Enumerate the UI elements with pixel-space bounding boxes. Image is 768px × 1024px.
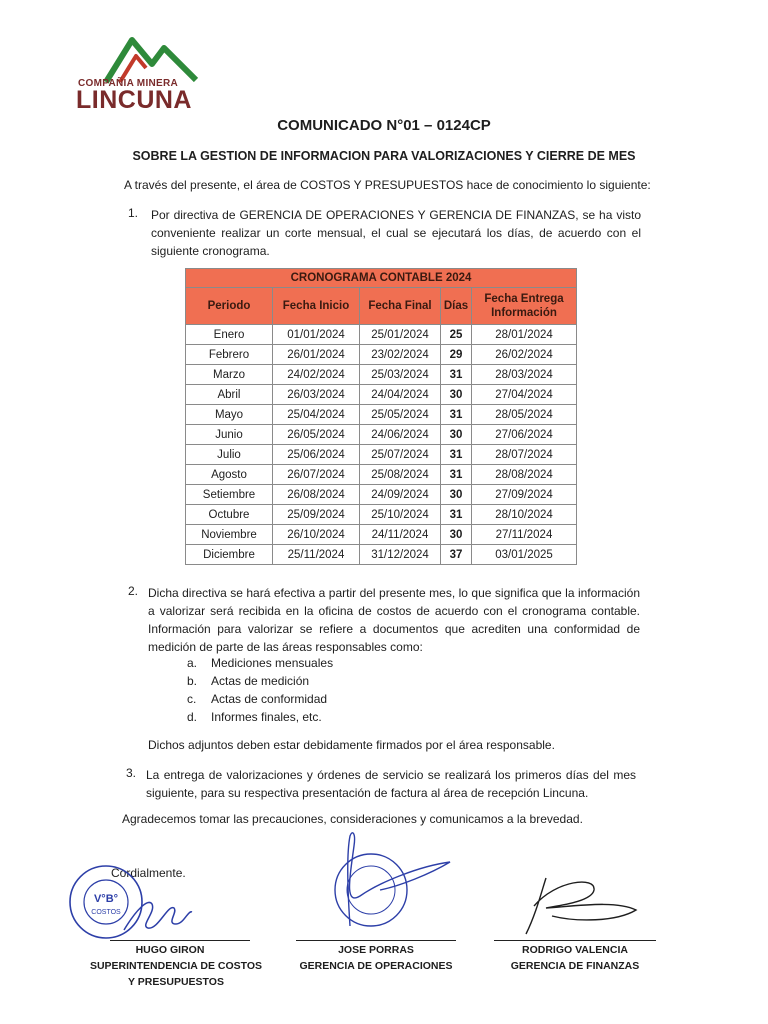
cell-fecha-final: 25/07/2024	[360, 445, 441, 465]
schedule-body	[186, 325, 577, 565]
cell-fecha-final: 24/11/2024	[360, 525, 441, 545]
header-dias: Días	[441, 288, 472, 325]
cell-fecha-final: 31/12/2024	[360, 545, 441, 565]
list-item-text: Informes finales, etc.	[211, 710, 322, 724]
cell-fecha-inicio: 24/02/2024	[273, 365, 360, 385]
table-row	[186, 485, 577, 505]
cell-fecha-inicio: 26/07/2024	[273, 465, 360, 485]
cell-dias: 31	[441, 405, 472, 425]
cell-fecha-final: 23/02/2024	[360, 345, 441, 365]
list-item-letter: a.	[187, 656, 198, 670]
table-row	[186, 385, 577, 405]
signature-line-1	[110, 940, 250, 941]
cell-dias: 37	[441, 545, 472, 565]
item-1-text: Por directiva de GERENCIA DE OPERACIONES Y GERENCIA DE FINANZAS, se ha visto conveniente realizar un corte mensual, el cual se ejecutará los días, de acuerdo con el siguiente cronograma.	[151, 208, 641, 258]
table-row	[186, 445, 577, 465]
list-item-letter: c.	[187, 692, 197, 706]
cell-fecha-final: 24/09/2024	[360, 485, 441, 505]
cell-fecha-entrega: 28/10/2024	[472, 505, 577, 525]
cell-periodo: Setiembre	[186, 485, 273, 505]
cell-periodo: Mayo	[186, 405, 273, 425]
signature-2-name: JOSE PORRAS	[338, 944, 414, 956]
cell-dias: 31	[441, 465, 472, 485]
signature-3-title: GERENCIA DE FINANZAS	[510, 960, 640, 972]
cell-fecha-entrega: 03/01/2025	[472, 545, 577, 565]
cell-fecha-entrega: 27/09/2024	[472, 485, 577, 505]
cell-dias: 31	[441, 365, 472, 385]
signature-1-title-2: Y PRESUPUESTOS	[128, 976, 224, 988]
signature-1-name: HUGO GIRON	[135, 944, 205, 956]
list-item-text: Mediciones mensuales	[211, 656, 334, 670]
cell-periodo: Octubre	[186, 505, 273, 525]
table-row	[186, 365, 577, 385]
thanks-text: Agradecemos tomar las precauciones, consideraciones y comunicamos a la brevedad.	[122, 812, 583, 826]
intro-text: A través del presente, el área de COSTOS Y PRESUPUESTOS hace de conocimiento lo siguiente:	[124, 178, 651, 192]
table-row	[186, 405, 577, 425]
cell-periodo: Noviembre	[186, 525, 273, 545]
table-row	[186, 505, 577, 525]
cell-periodo: Febrero	[186, 345, 273, 365]
cell-dias: 29	[441, 345, 472, 365]
table-row	[186, 465, 577, 485]
cell-dias: 31	[441, 445, 472, 465]
cell-periodo: Junio	[186, 425, 273, 445]
cell-dias: 31	[441, 505, 472, 525]
cell-fecha-entrega: 28/05/2024	[472, 405, 577, 425]
list-item-letter: d.	[187, 710, 198, 724]
cell-fecha-inicio: 25/06/2024	[273, 445, 360, 465]
cell-periodo: Enero	[186, 325, 273, 345]
cell-fecha-entrega: 28/03/2024	[472, 365, 577, 385]
cell-fecha-final: 24/06/2024	[360, 425, 441, 445]
cell-fecha-final: 25/03/2024	[360, 365, 441, 385]
signature-line-3	[494, 940, 656, 941]
cell-fecha-inicio: 25/04/2024	[273, 405, 360, 425]
cell-fecha-inicio: 26/05/2024	[273, 425, 360, 445]
header-periodo: Periodo	[186, 288, 273, 325]
stamp-vobo: V°B°	[93, 893, 119, 905]
cell-dias: 30	[441, 425, 472, 445]
signature-1-title: SUPERINTENDENCIA DE COSTOS	[89, 960, 263, 972]
signature-3-name: RODRIGO VALENCIA	[522, 944, 628, 956]
cell-fecha-entrega: 27/04/2024	[472, 385, 577, 405]
item-1-number: 1.	[128, 206, 139, 220]
cell-periodo: Marzo	[186, 365, 273, 385]
cell-periodo: Julio	[186, 445, 273, 465]
signature-1-scribble	[118, 890, 198, 940]
signature-2-scribble	[320, 826, 460, 936]
header-fecha-final: Fecha Final	[360, 288, 441, 325]
cell-periodo: Diciembre	[186, 545, 273, 565]
cell-periodo: Agosto	[186, 465, 273, 485]
cell-fecha-final: 25/01/2024	[360, 325, 441, 345]
cell-dias: 30	[441, 385, 472, 405]
cell-fecha-entrega: 26/02/2024	[472, 345, 577, 365]
schedule-title: CRONOGRAMA CONTABLE 2024	[186, 269, 577, 288]
document-subtitle: SOBRE LA GESTION DE INFORMACION PARA VALORIZACIONES Y CIERRE DE MES	[132, 149, 636, 163]
table-row	[186, 345, 577, 365]
item-3-number: 3.	[126, 766, 137, 780]
cell-fecha-entrega: 28/07/2024	[472, 445, 577, 465]
schedule-table	[185, 268, 577, 565]
signature-line-2	[296, 940, 456, 941]
logo-mountain-green	[106, 40, 196, 82]
attachments-note: Dichos adjuntos deben estar debidamente firmados por el área responsable.	[148, 738, 555, 752]
header-fecha-entrega: Fecha Entrega Información	[472, 288, 577, 325]
cell-fecha-entrega: 27/11/2024	[472, 525, 577, 545]
cell-dias: 25	[441, 325, 472, 345]
cell-fecha-inicio: 01/01/2024	[273, 325, 360, 345]
cell-fecha-inicio: 26/01/2024	[273, 345, 360, 365]
cell-fecha-inicio: 26/08/2024	[273, 485, 360, 505]
logo-company-name: LINCUNA	[76, 86, 192, 114]
document-title: COMUNICADO N°01 – 0124CP	[277, 117, 491, 134]
cell-fecha-final: 25/10/2024	[360, 505, 441, 525]
cell-fecha-inicio: 26/03/2024	[273, 385, 360, 405]
table-row	[186, 325, 577, 345]
cell-fecha-final: 25/05/2024	[360, 405, 441, 425]
closing-text: Cordialmente.	[111, 866, 186, 880]
item-3-text: La entrega de valorizaciones y órdenes de servicio se realizará los primeros días del mes siguiente, para su respectiva presentación de factura al área de recepción Lincuna.	[146, 768, 636, 800]
cell-fecha-entrega: 28/01/2024	[472, 325, 577, 345]
table-row	[186, 425, 577, 445]
cell-dias: 30	[441, 485, 472, 505]
cell-dias: 30	[441, 525, 472, 545]
logo-company-label: COMPAÑIA MINERA	[78, 78, 179, 89]
cell-fecha-inicio: 26/10/2024	[273, 525, 360, 545]
signature-3-scribble	[506, 870, 646, 940]
header-fecha-inicio: Fecha Inicio	[273, 288, 360, 325]
cell-fecha-inicio: 25/11/2024	[273, 545, 360, 565]
item-2-text: Dicha directiva se hará efectiva a partir del presente mes, lo que significa que la información a valorizar será recibida en la oficina de costos de acuerdo con el cronograma contable. Información para valorizar se refiere a documentos que acrediten una conformidad de medición de parte de las áreas responsables como:	[148, 586, 640, 654]
signature-2-title: GERENCIA DE OPERACIONES	[299, 960, 453, 972]
cell-fecha-inicio: 25/09/2024	[273, 505, 360, 525]
cell-fecha-entrega: 27/06/2024	[472, 425, 577, 445]
cell-fecha-final: 25/08/2024	[360, 465, 441, 485]
list-item-text: Actas de medición	[211, 674, 310, 688]
table-row	[186, 525, 577, 545]
table-row	[186, 545, 577, 565]
stamp-area: COSTOS	[91, 909, 121, 916]
list-item-letter: b.	[187, 674, 198, 688]
cell-fecha-final: 24/04/2024	[360, 385, 441, 405]
item-2-number: 2.	[128, 584, 139, 598]
cell-periodo: Abril	[186, 385, 273, 405]
cell-fecha-entrega: 28/08/2024	[472, 465, 577, 485]
list-item-text: Actas de conformidad	[211, 692, 328, 706]
